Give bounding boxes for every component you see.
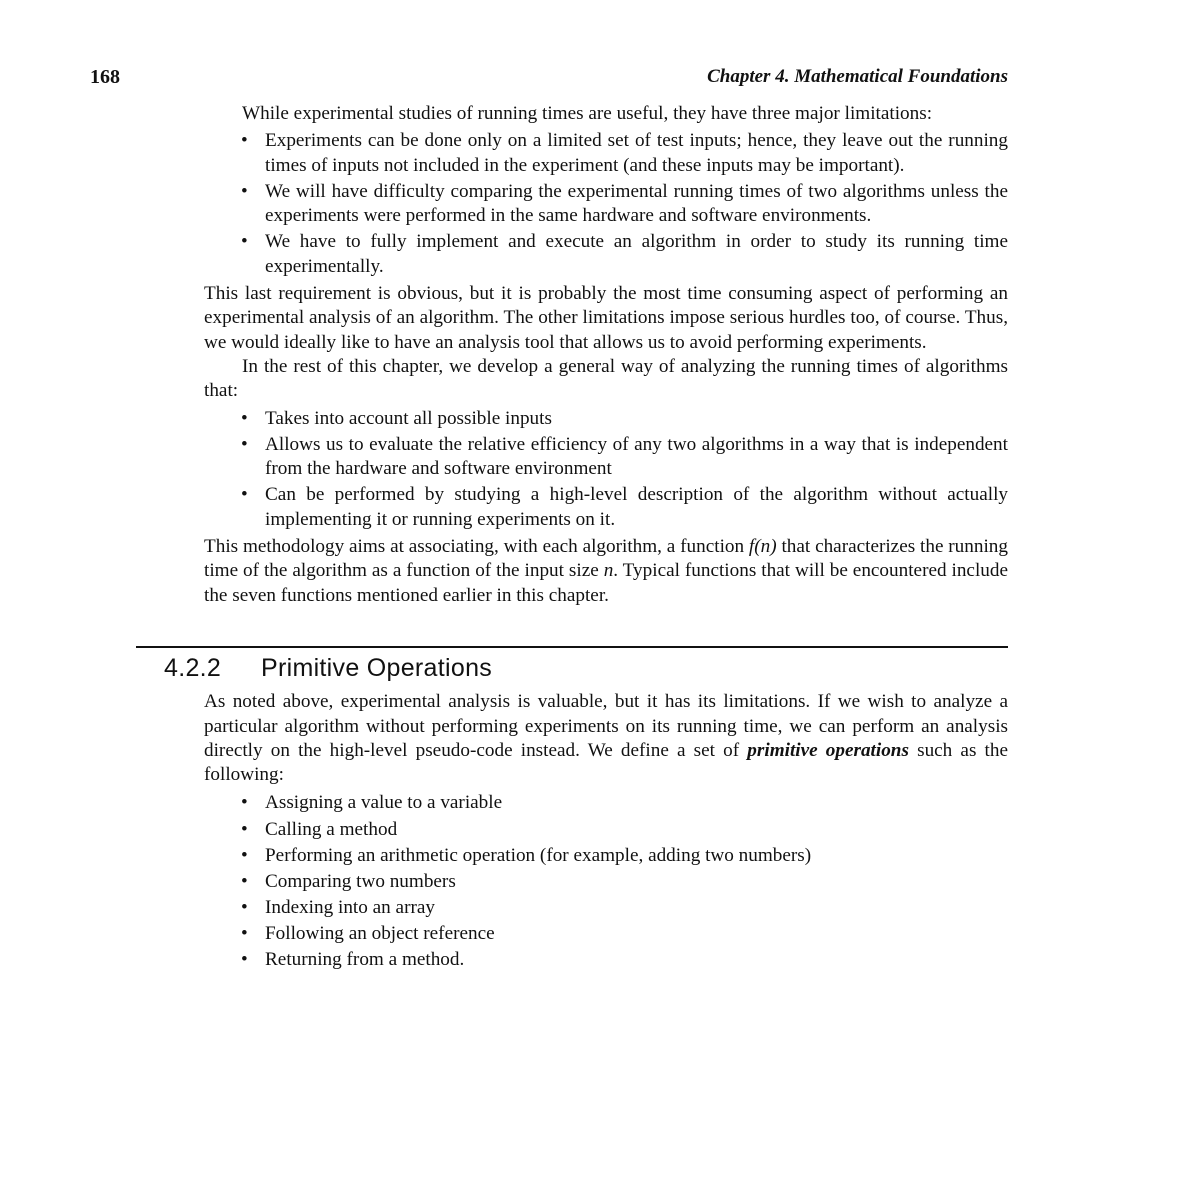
list-item: • Returning from a method. [265,948,1008,972]
intro-paragraph: While experimental studies of running times are useful, they have three major limitations: [242,103,933,124]
list-item: • Can be performed by studying a high-level description of the algorithm without actually implementing it or running experiments on it. [265,483,1008,532]
goals-list [204,407,1008,532]
methodology-text-c: . Typical functions that will be encountered include the seven functions mentioned earlier in this chapter. [204,560,1008,606]
section-heading [136,646,1008,680]
list-item: • Comparing two numbers [265,870,1008,894]
list-item: • Following an object reference [265,922,1008,946]
list-item: • Experiments can be done only on a limited set of test inputs; hence, they leave out the running times of inputs not included in the experiment (and these inputs may be important). [265,129,1008,178]
list-item: • Calling a method [265,818,1008,842]
page-number: 168 [90,66,120,88]
list-item: • Performing an arithmetic operation (for example, adding two numbers) [265,844,1008,868]
list-item: • Assigning a value to a variable [265,791,1008,815]
list-item: • Allows us to evaluate the relative efficiency of any two algorithms in a way that is independent from the hardware and software environment [265,433,1008,482]
operations-list [204,791,1008,972]
input-size-symbol: n [603,560,614,582]
chapter-plan-paragraph: In the rest of this chapter, we develop a general way of analyzing the running times of algorithms that: [204,355,1008,402]
list-item: • Takes into account all possible inputs [265,407,1008,431]
list-item: • Indexing into an array [265,896,1008,920]
primitive-operations-term: primitive operations [747,739,909,761]
page-header [90,66,1008,90]
methodology-text-b: that characterizes the running time of the algorithm as a function of the input size [204,536,1008,582]
requirement-paragraph: This last requirement is obvious, but it is probably the most time consuming aspect of performing an experimental analysis of an algorithm. The other limitations impose serious hurdles too, of course. Thus, we would ideally like to have an analysis tool that allows us to avoid performing experiments. [204,283,1008,353]
list-item: • We will have difficulty comparing the experimental running times of two algorithms unless the experiments were performed in the same hardware and software environments. [265,180,1008,229]
list-item: • We have to fully implement and execute an algorithm in order to study its running time experimentally. [265,230,1008,279]
primitive-ops-text-a: As noted above, experimental analysis is valuable, but it has its limitations. If we wish to analyze a particular algorithm without performing experiments on its running time, we can perform an analysis directly on the high-level pseudo-code instead. We define a set of [204,691,1008,761]
page-body [164,102,1008,975]
function-symbol: f(n) [748,536,777,558]
section-title-text: Primitive Operations [261,653,493,682]
running-head: Chapter 4. Mathematical Foundations [707,66,1008,87]
section-title [164,653,1008,682]
methodology-text-a: This methodology aims at associating, with each algorithm, a function [204,536,749,558]
primitive-ops-paragraph [204,690,1008,787]
methodology-paragraph [204,535,1008,608]
limitations-list [204,129,1008,279]
primitive-ops-text-b: such as the following: [204,739,1008,786]
section-number: 4.2.2 [164,653,222,682]
section-rule [136,646,1008,648]
